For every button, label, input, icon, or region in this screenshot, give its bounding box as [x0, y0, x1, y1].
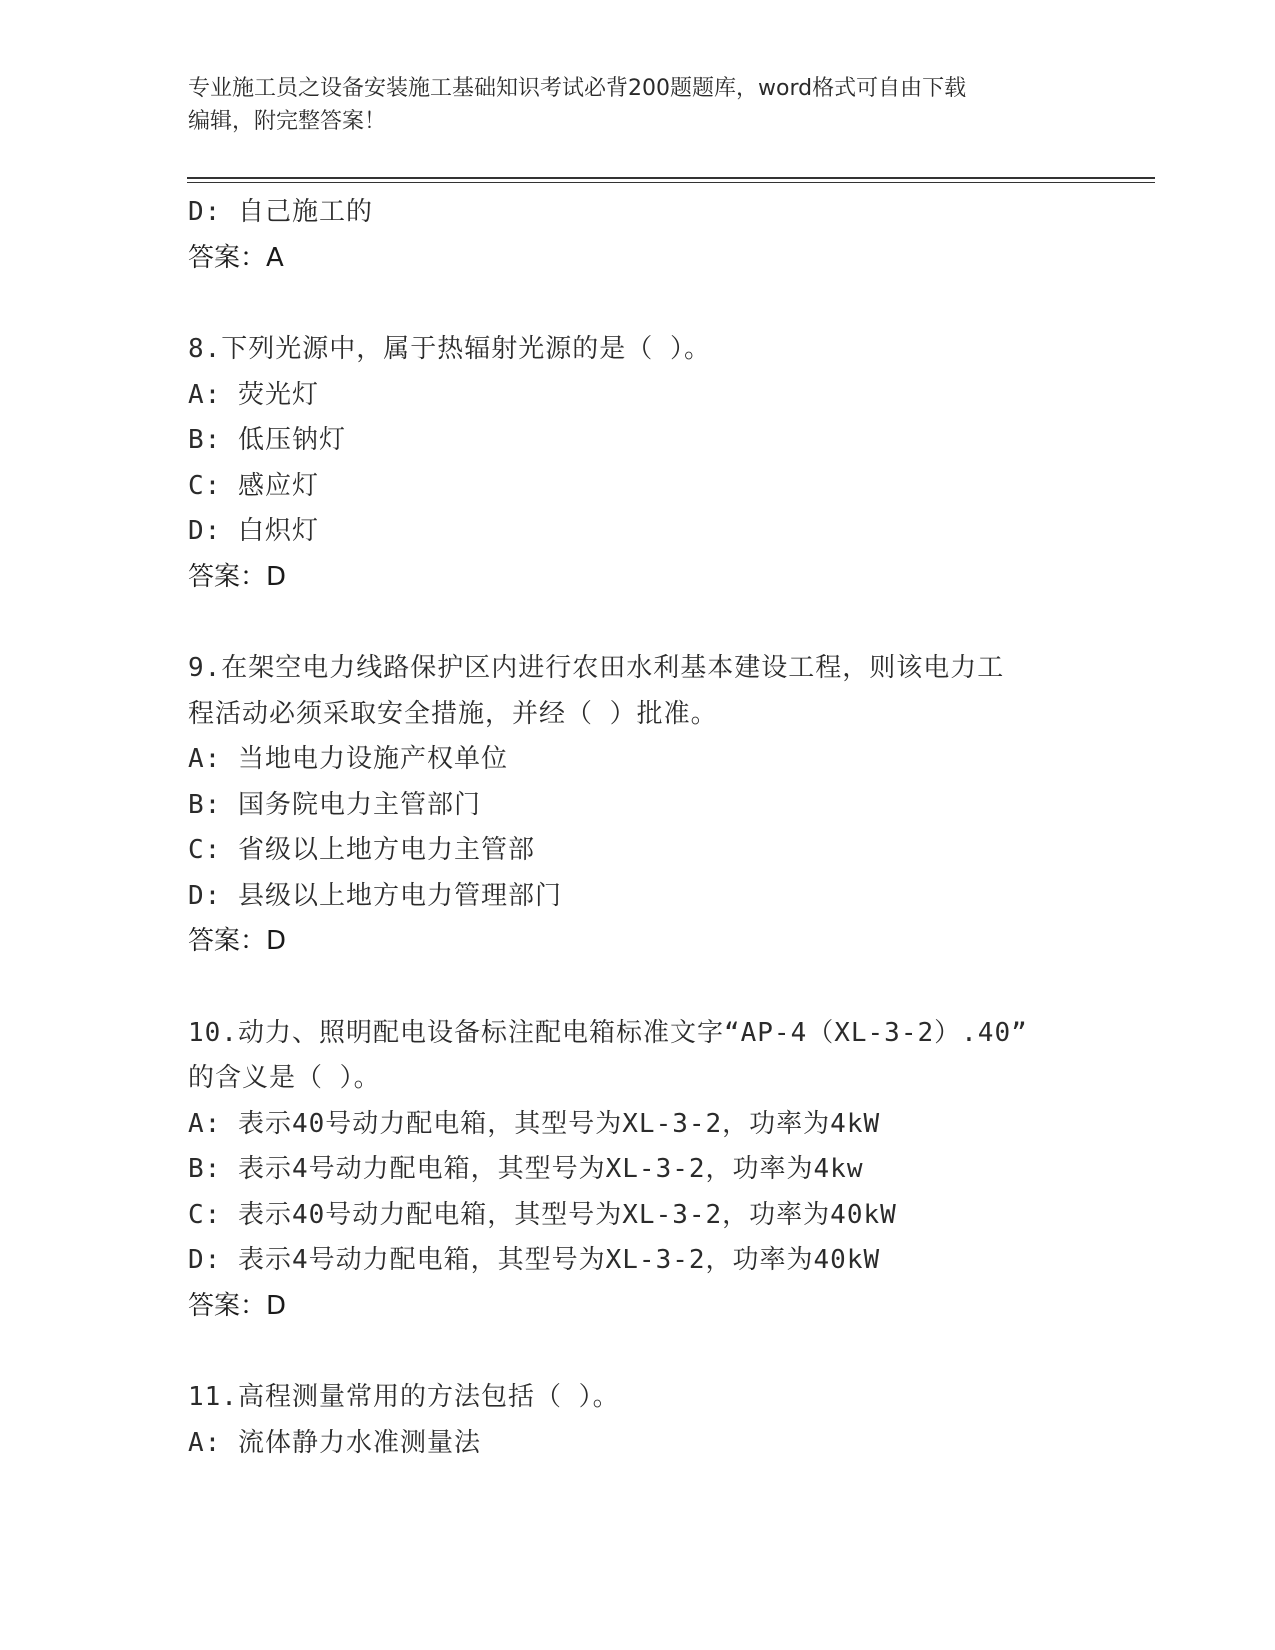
option-a: A: 荧光灯: [188, 379, 319, 410]
option-b: B: 国务院电力主管部门: [188, 789, 481, 820]
question-block-8: [188, 327, 1088, 600]
option-c: C: 省级以上地方电力主管部: [188, 835, 535, 865]
question-stem: 11.高程测量常用的方法包括（ ）。: [188, 1382, 620, 1412]
header-title-line-1: 专业施工员之设备安装施工基础知识考试必背200题题库，word格式可自由下载: [188, 76, 967, 101]
option-d: D: 白炽灯: [188, 516, 319, 546]
option-d: D: 县级以上地方电力管理部门: [188, 880, 562, 911]
spacer: [188, 600, 1088, 646]
answer-line: 答案：D: [188, 561, 287, 592]
answer-line: 答案：A: [188, 242, 284, 273]
document-header: [188, 72, 1088, 138]
question-stem-line-1: 10.动力、照明配电设备标注配电箱标准文字“AP-4（XL-3-2）.40”: [188, 1017, 1028, 1048]
option-d: D: 自己施工的: [188, 197, 373, 227]
question-list: [188, 190, 1088, 1466]
question-stem-line-1: 9.在架空电力线路保护区内进行农田水利基本建设工程，则该电力工: [188, 653, 1005, 683]
question-block-10: [188, 1011, 1088, 1330]
option-d: D: 表示4号动力配电箱，其型号为XL-3-2，功率为40kW: [188, 1245, 881, 1275]
spacer: [188, 1329, 1088, 1375]
question-block-7: [188, 190, 1088, 281]
spacer: [188, 965, 1088, 1011]
option-b: B: 表示4号动力配电箱，其型号为XL-3-2，功率为4kw: [188, 1154, 864, 1184]
header-title-line-2: 编辑，附完整答案！: [188, 109, 387, 134]
option-a: A: 当地电力设施产权单位: [188, 744, 508, 774]
answer-line: 答案：D: [188, 926, 287, 956]
question-block-11: [188, 1375, 1088, 1466]
question-stem-line-2: 的含义是（ ）。: [188, 1063, 381, 1093]
option-c: C: 感应灯: [188, 470, 319, 501]
header-divider-thin: [187, 182, 1155, 183]
option-a: A: 流体静力水准测量法: [188, 1427, 481, 1458]
header-divider-thick: [187, 177, 1155, 179]
question-stem: 8.下列光源中，属于热辐射光源的是（ ）。: [188, 334, 711, 364]
option-a: A: 表示40号动力配电箱，其型号为XL-3-2，功率为4kW: [188, 1108, 881, 1139]
answer-line: 答案：D: [188, 1290, 287, 1321]
question-stem-line-2: 程活动必须采取安全措施，并经（ ）批准。: [188, 698, 718, 729]
option-c: C: 表示40号动力配电箱，其型号为XL-3-2，功率为40kW: [188, 1199, 897, 1230]
question-block-9: [188, 646, 1088, 965]
spacer: [188, 281, 1088, 327]
option-b: B: 低压钠灯: [188, 425, 346, 455]
